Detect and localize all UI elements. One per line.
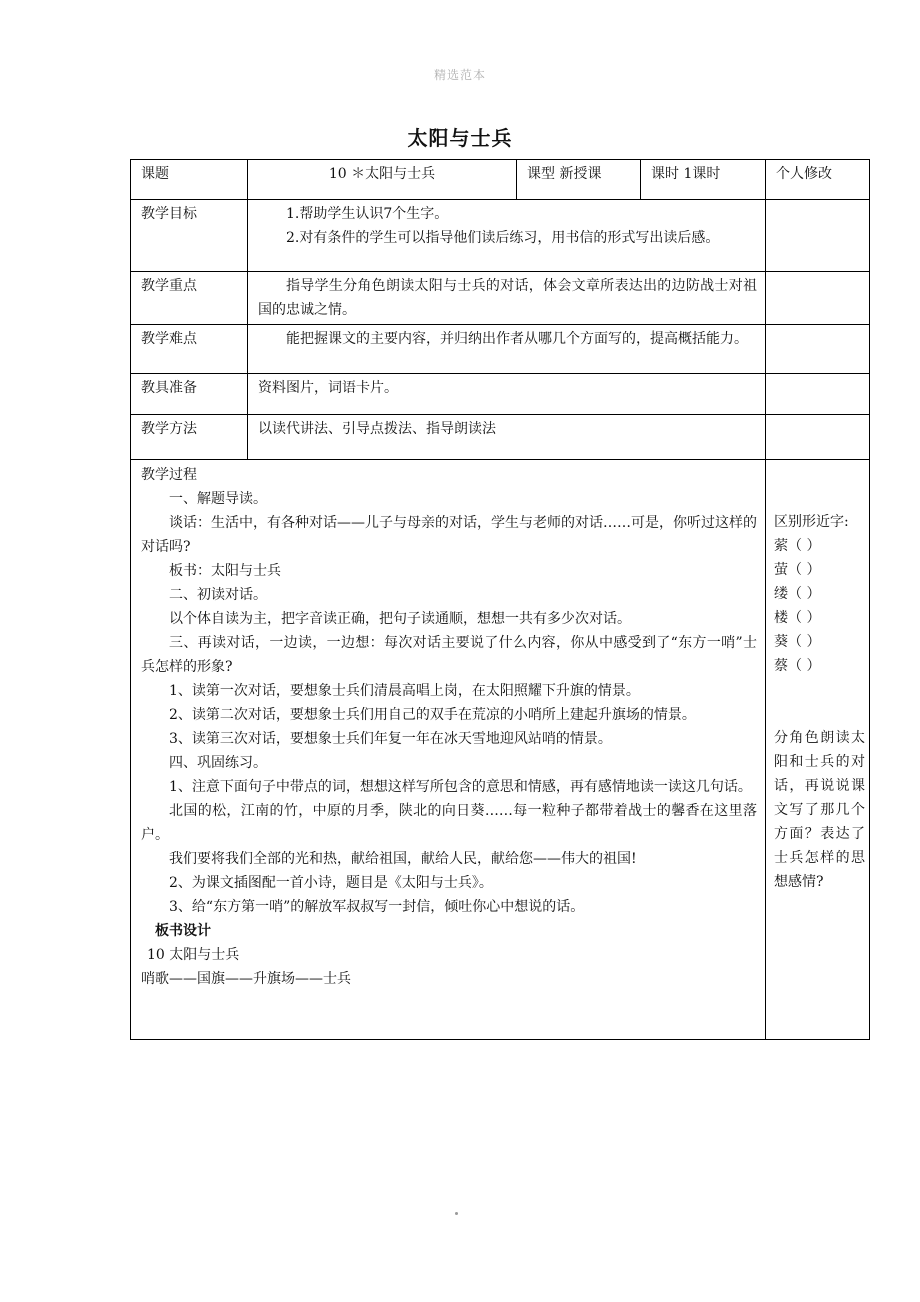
materials-content: 资料图片，词语卡片。: [248, 374, 766, 415]
process-line: 3、读第三次对话，要想象士兵们年复一年在冰天雪地迎风站哨的情景。: [169, 731, 612, 747]
process-line: 1、读第一次对话，要想象士兵们清晨高唱上岗，在太阳照耀下升旗的情景。: [169, 683, 640, 699]
lesson-plan-table: [130, 159, 870, 1040]
key-points-content: [248, 272, 766, 325]
board-design-heading: 板书设计: [155, 923, 211, 939]
document-title: 太阳与士兵: [407, 126, 513, 150]
topic-value: 10 ＊太阳与士兵: [248, 160, 517, 200]
personal-edit-cell: [766, 374, 870, 415]
row-methods: [131, 415, 870, 460]
methods-label: 教学方法: [131, 415, 248, 460]
personal-edit-cell: [766, 200, 870, 272]
board-design-line: 10 太阳与士兵: [147, 947, 240, 963]
objective-item: 2.对有条件的学生可以指导他们读后练习，用书信的形式写出读后感。: [286, 230, 720, 246]
difficulties-label: 教学难点: [131, 325, 248, 374]
lesson-type: 课型 新授课: [517, 160, 641, 200]
process-line: 三、再读对话，一边读，一边想：每次对话主要说了什么内容，你从中感受到了“东方一哨”士兵怎样的形象?: [141, 635, 757, 675]
similar-char: 萤（ ）: [774, 562, 821, 578]
difficulties-text: 能把握课文的主要内容，并归纳出作者从哪几个方面写的，提高概括能力。: [286, 331, 748, 347]
process-label: 教学过程: [141, 467, 197, 483]
board-design-line: 哨歌——国旗——升旗场——士兵: [141, 971, 351, 987]
process-line: 二、初读对话。: [169, 587, 267, 603]
similar-char: 葵（ ）: [774, 634, 821, 650]
process-content: [131, 460, 766, 1040]
process-line: 一、解题导读。: [169, 491, 267, 507]
side-notes: [766, 460, 870, 1040]
similar-char: 萦（ ）: [774, 538, 821, 554]
row-materials: [131, 374, 870, 415]
objective-item: 1.帮助学生认识7个生字。: [286, 206, 449, 222]
process-line: 我们要将我们全部的光和热，献给祖国，献给人民，献给您——伟大的祖国!: [169, 851, 637, 867]
process-line: 四、巩固练习。: [169, 755, 267, 771]
row-process: [131, 460, 870, 1040]
process-line: 1、注意下面句子中带点的词，想想这样写所包含的意思和情感，再有感情地读一读这几句话。: [169, 779, 752, 795]
personal-edit-cell: [766, 415, 870, 460]
objectives-label: 教学目标: [131, 200, 248, 272]
process-line: 2、为课文插图配一首小诗，题目是《太阳与士兵》。: [169, 875, 493, 891]
row-topic: [131, 160, 870, 200]
process-line: 北国的松，江南的竹，中原的月季，陕北的向日葵……每一粒种子都带着战士的馨香在这里落户。: [141, 803, 757, 843]
objectives-content: [248, 200, 766, 272]
row-difficulties: [131, 325, 870, 374]
personal-edit-cell: [766, 272, 870, 325]
similar-char: 楼（ ）: [774, 610, 821, 626]
process-line: 2、读第二次对话，要想象士兵们用自己的双手在荒凉的小哨所上建起升旗场的情景。: [169, 707, 696, 723]
similar-char: 缕（ ）: [774, 586, 821, 602]
methods-content: 以读代讲法、引导点拨法、指导朗读法: [248, 415, 766, 460]
footer-dot: [455, 1212, 458, 1215]
key-points-text: 指导学生分角色朗读太阳与士兵的对话，体会文章所表达出的边防战士对祖国的忠诚之情。: [258, 278, 757, 318]
key-points-label: 教学重点: [131, 272, 248, 325]
materials-label: 教具准备: [131, 374, 248, 415]
difficulties-content: [248, 325, 766, 374]
process-line: 板书：太阳与士兵: [169, 563, 281, 579]
personal-edit-cell: [766, 325, 870, 374]
process-line: 3、给“东方第一哨”的解放军叔叔写一封信，倾吐你心中想说的话。: [169, 899, 585, 915]
lesson-hours: 课时 1课时: [641, 160, 766, 200]
process-line: 以个体自读为主，把字音读正确，把句子读通顺，想想一共有多少次对话。: [169, 611, 631, 627]
similar-char: 蔡（ ）: [774, 658, 821, 674]
process-line: 谈话：生活中，有各种对话——儿子与母亲的对话，学生与老师的对话……可是，你听过这样的对话吗?: [141, 515, 757, 555]
spacer: [774, 678, 865, 726]
topic-label: 课题: [131, 160, 248, 200]
side-question: 分角色朗读太阳和士兵的对话，再说说课文写了那几个方面？表达了士兵怎样的思想感情?: [774, 730, 865, 890]
page-header-note: 精选范本: [433, 68, 486, 82]
personal-edit-label: 个人修改: [766, 160, 870, 200]
row-objectives: [131, 200, 870, 272]
side-notes-heading: 区别形近字:: [774, 514, 849, 530]
row-key-points: [131, 272, 870, 325]
